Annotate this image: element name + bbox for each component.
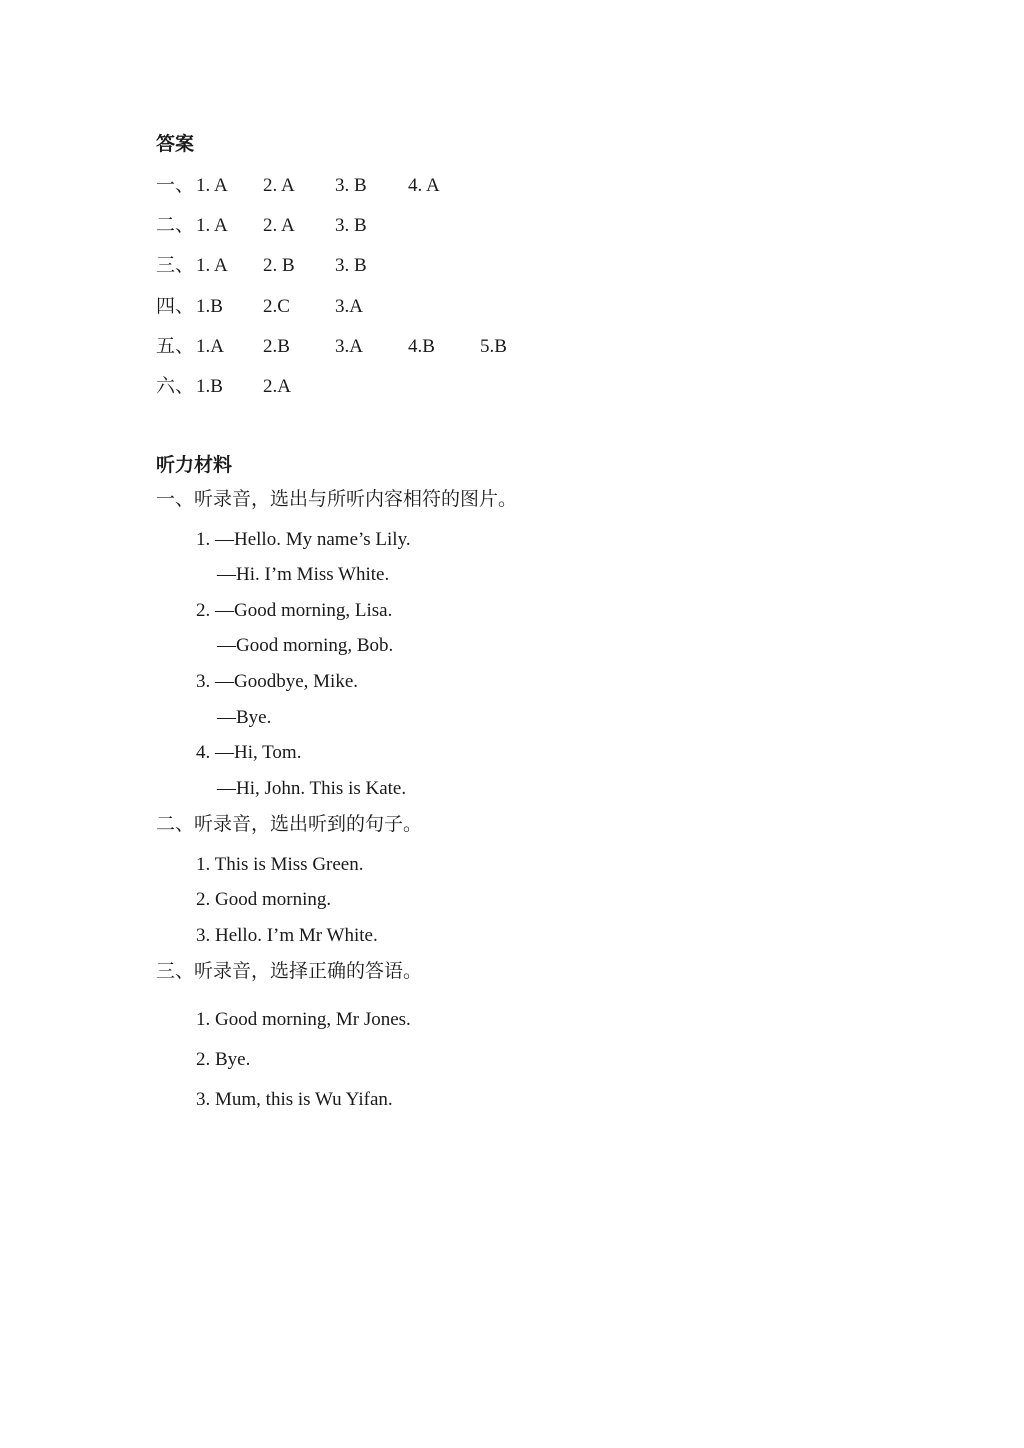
answer-item: 3. B — [335, 255, 367, 276]
sentence-line: 3. Mum, this is Wu Yifan. — [196, 1089, 393, 1110]
sentence-line: 1. This is Miss Green. — [196, 854, 364, 875]
answers-title: 答案 — [156, 133, 195, 155]
dialogue-line: 1. —Hello. My name’s Lily. — [196, 529, 411, 550]
answer-row-label: 四、 — [156, 295, 195, 317]
dialogue-line: 2. —Good morning, Lisa. — [196, 600, 393, 621]
answer-row-label: 一、 — [156, 174, 195, 196]
dialogue-line: 3. —Goodbye, Mike. — [196, 671, 359, 692]
dialogue-line: 4. —Hi, Tom. — [196, 742, 302, 763]
answer-item: 1.A — [196, 336, 224, 357]
answer-item: 1. A — [196, 175, 228, 196]
answer-item: 2.B — [263, 336, 290, 357]
answer-item: 3. B — [335, 175, 367, 196]
answer-item: 2.C — [263, 296, 290, 317]
answer-item: 1. A — [196, 215, 228, 236]
dialogue-line: —Hi. I’m Miss White. — [217, 564, 390, 585]
dialogue-line: —Bye. — [217, 707, 272, 728]
section-heading: 三、听录音，选择正确的答语。 — [156, 960, 423, 982]
answer-row-label: 三、 — [156, 254, 195, 276]
answer-item: 5.B — [480, 336, 507, 357]
answer-item: 3. B — [335, 215, 367, 236]
sentence-line: 2. Good morning. — [196, 889, 332, 910]
sentence-line: 1. Good morning, Mr Jones. — [196, 1009, 411, 1030]
answer-item: 2. A — [263, 175, 295, 196]
answer-item: 4.B — [408, 336, 435, 357]
answer-row-label: 二、 — [156, 214, 195, 236]
answer-item: 2. A — [263, 215, 295, 236]
answer-item: 4. A — [408, 175, 440, 196]
sentence-line: 3. Hello. I’m Mr White. — [196, 925, 378, 946]
answer-item: 3.A — [335, 296, 363, 317]
answer-row-label: 六、 — [156, 375, 195, 397]
answer-item: 1.B — [196, 296, 223, 317]
answer-item: 2.A — [263, 376, 291, 397]
section-heading: 二、听录音，选出听到的句子。 — [156, 813, 423, 835]
sentence-line: 2. Bye. — [196, 1049, 251, 1070]
answer-row-label: 五、 — [156, 335, 195, 357]
answer-item: 1. A — [196, 255, 228, 276]
answer-item: 1.B — [196, 376, 223, 397]
answer-item: 3.A — [335, 336, 363, 357]
dialogue-line: —Good morning, Bob. — [217, 635, 394, 656]
dialogue-line: —Hi, John. This is Kate. — [217, 778, 407, 799]
answer-item: 2. B — [263, 255, 295, 276]
listening-title: 听力材料 — [156, 454, 233, 476]
section-heading: 一、听录音，选出与所听内容相符的图片。 — [156, 488, 518, 510]
